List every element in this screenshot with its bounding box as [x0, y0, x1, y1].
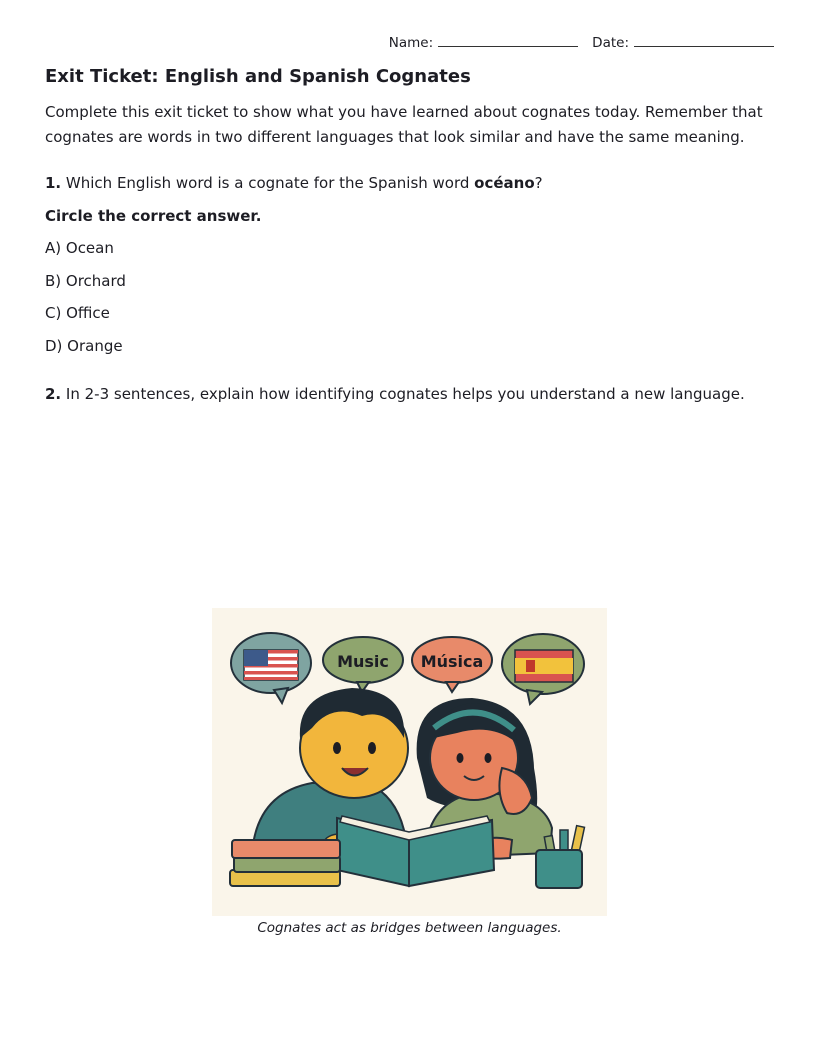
book-stack — [230, 840, 340, 886]
option-c[interactable]: C) Office — [45, 304, 110, 322]
cognates-illustration — [212, 608, 607, 916]
question-1-keyword: océano — [474, 174, 535, 192]
date-field[interactable] — [634, 33, 774, 47]
name-field[interactable] — [438, 33, 578, 47]
option-d[interactable]: D) Orange — [45, 337, 123, 355]
option-a[interactable]: A) Ocean — [45, 239, 114, 257]
question-2-text: In 2-3 sentences, explain how identifying cognates helps you understand a new language. — [65, 385, 745, 403]
answer-area[interactable] — [45, 415, 775, 595]
date-label: Date: — [592, 35, 629, 51]
us-flag-icon — [244, 650, 298, 680]
question-2 — [45, 385, 745, 403]
question-1-number: 1. — [45, 174, 62, 192]
question-1 — [45, 174, 543, 192]
musica-bubble-label: Música — [420, 652, 484, 671]
spain-flag-icon — [515, 650, 573, 682]
question-1-punct: ? — [534, 174, 543, 192]
question-1-instruction: Circle the correct answer. — [45, 207, 262, 225]
page-title: Exit Ticket: English and Spanish Cognates — [45, 66, 471, 87]
name-date-header — [389, 33, 774, 51]
name-label: Name: — [388, 35, 434, 51]
question-2-number: 2. — [45, 385, 62, 403]
question-1-text: Which English word is a cognate for the Spanish word — [65, 174, 475, 192]
intro-paragraph: Complete this exit ticket to show what you have learned about cognates today. Remember that cognates are words in two different languages that look similar and have the same meaning. — [45, 103, 763, 146]
option-b[interactable]: B) Orchard — [45, 272, 126, 290]
music-bubble-label: Music — [337, 652, 389, 671]
figure-caption: Cognates act as bridges between languages. — [257, 920, 562, 936]
